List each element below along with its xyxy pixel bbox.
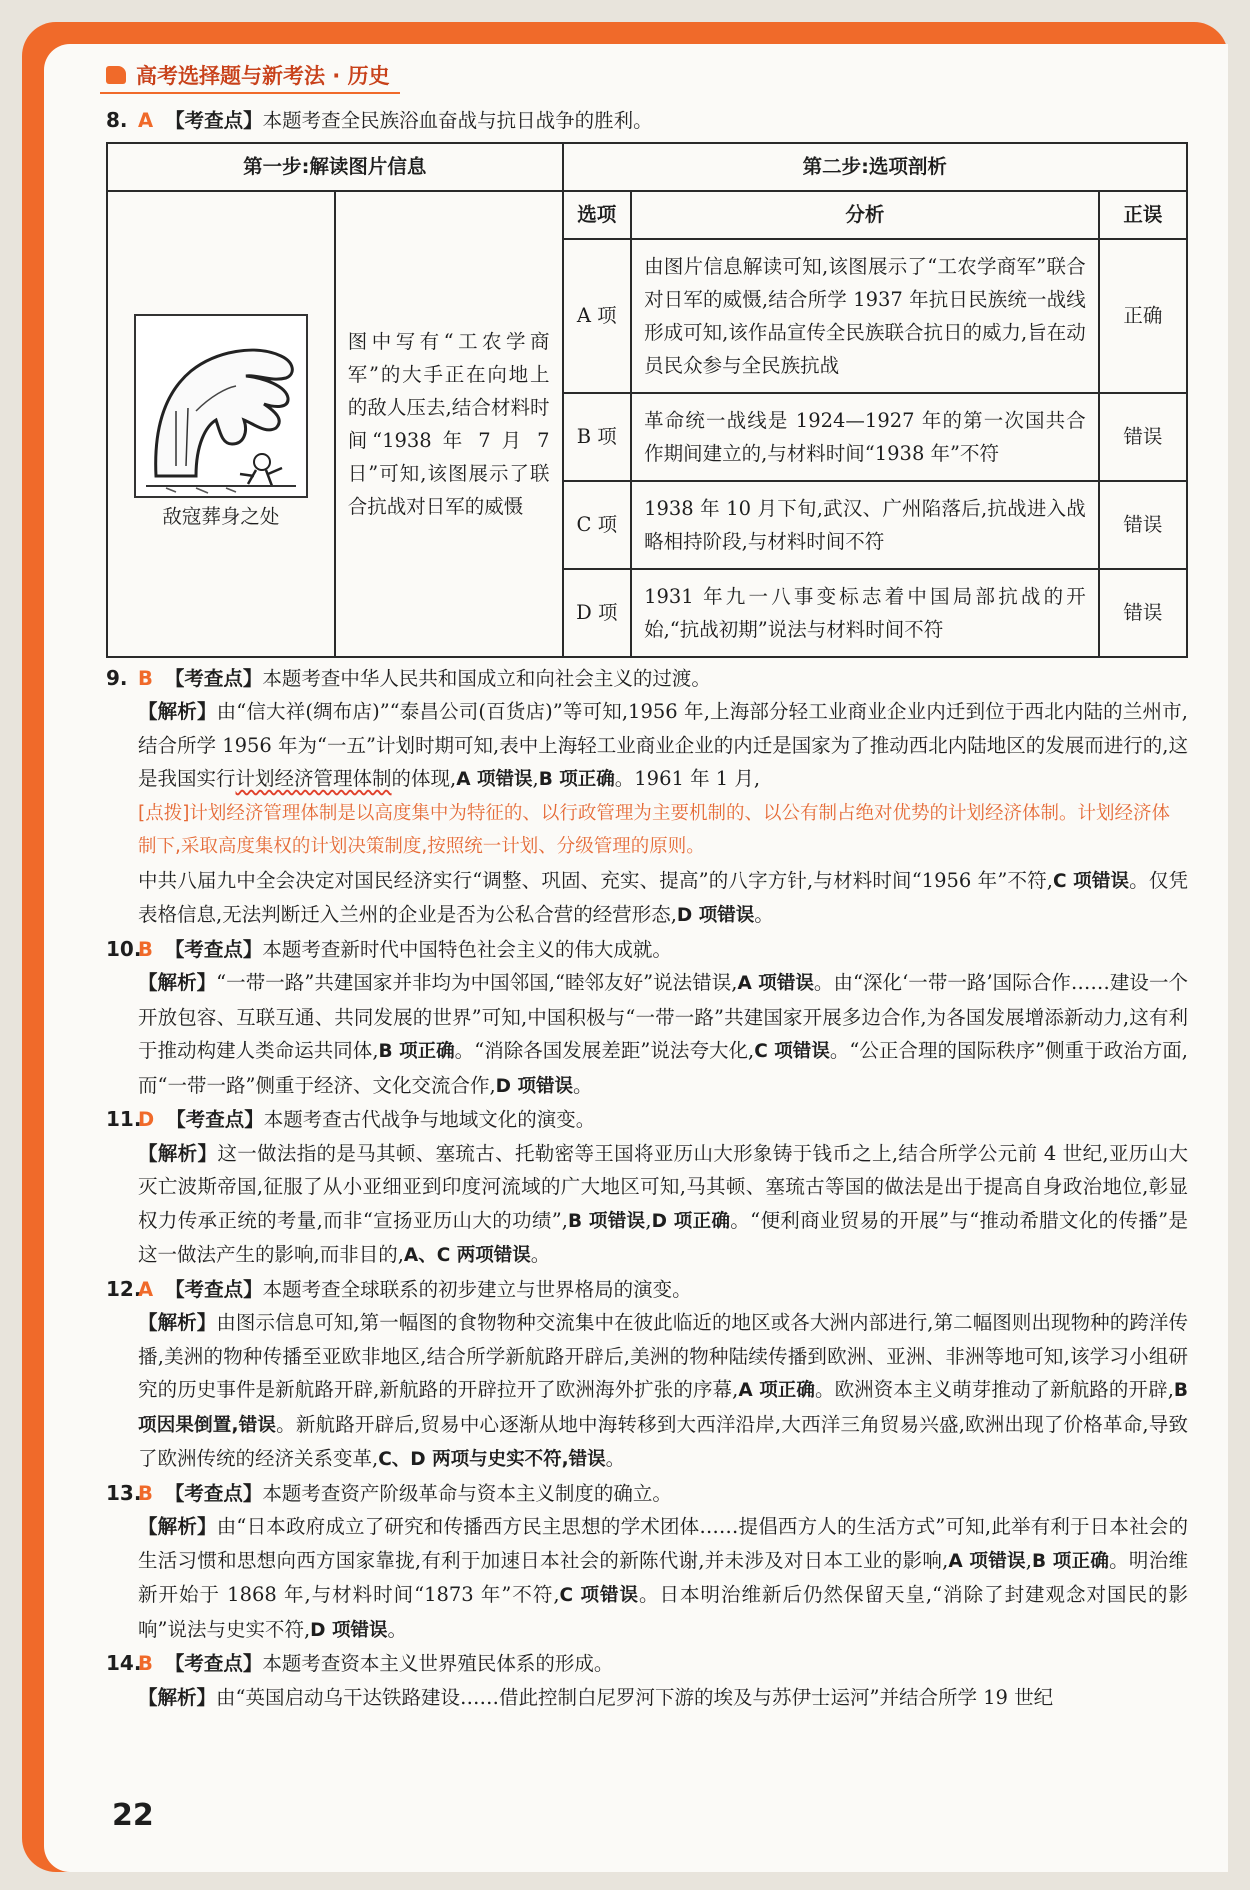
- q14-topic: 本题考查资本主义世界殖民体系的形成。: [262, 1652, 614, 1675]
- q10-verdict-d: D 项错误: [495, 1075, 573, 1097]
- q9-verdict-a: A 项错误: [456, 769, 533, 790]
- q12-verdict-b: B 项因果倒置,错误: [138, 1380, 1188, 1436]
- answer-content: [106, 104, 1188, 1714]
- q14-text-1: 由“英国启动乌干达铁路建设……借此控制白尼罗河下游的埃及与苏伊士运河”并结合所学 19 世纪: [216, 1685, 1054, 1709]
- q8-number: 8.: [106, 108, 128, 132]
- q10-verdict-c: C 项错误: [754, 1041, 830, 1062]
- q11-topic: 本题考查古代战争与地域文化的演变。: [263, 1108, 596, 1131]
- q8-topic: 本题考查全民族浴血奋战与抗日战争的胜利。: [262, 109, 653, 132]
- q13-heading: [106, 1477, 1188, 1511]
- q12-number: 12.: [106, 1276, 142, 1301]
- q12-topic: 本题考查全球联系的初步建立与世界格局的演变。: [262, 1277, 692, 1301]
- q11-comma: ,: [645, 1208, 652, 1232]
- q13-text-1: 由“日本政府成立了研究和传播西方民主思想的学术团体……提倡西方人的生活方式”可知,此举有利于日本社会的生活习惯和思想向西方国家靠拢,有利于加速日本社会的新陈代谢,并未涉及对日本工业的影响,: [138, 1515, 1188, 1572]
- q12-explanation: [138, 1306, 1188, 1477]
- page-number: 22: [112, 1798, 154, 1833]
- q12-text-2: 。欧洲资本主义萌芽推动了新航路的开辟,: [814, 1378, 1174, 1401]
- q12-heading: [106, 1273, 1188, 1307]
- q10-verdict-a: A 项错误: [737, 973, 814, 994]
- option-label: D 项: [563, 569, 632, 657]
- book-icon: [106, 66, 126, 84]
- q10-tag: 【考查点】: [164, 937, 263, 961]
- step1-header: 第一步:解读图片信息: [107, 143, 563, 191]
- q13-verdict-c: C 项错误: [559, 1585, 640, 1606]
- q9-explanation-cont: [138, 864, 1188, 933]
- col-analysis: 分析: [631, 191, 1099, 239]
- q9-verdict-d: D 项错误: [676, 905, 755, 926]
- q11-answer: D: [138, 1108, 155, 1131]
- q10-heading: [106, 933, 1188, 967]
- q13-verdict-b: B 项正确: [1031, 1550, 1110, 1572]
- q11-text-1: 这一做法指的是马其顿、塞琉古、托勒密等王国将亚历山大形象铸于钱币之上,结合所学公元前 4 世纪,亚历山大灭亡波斯帝国,征服了从小亚细亚到印度河流域的广大地区可知,马其顿、塞琉古等国的做法是出于提高自身政治地位,彰显权力传承正统的考量,而非“宣扬亚历山大的功绩”,: [138, 1141, 1188, 1232]
- q10-verdict-b: B 项正确: [378, 1041, 455, 1062]
- q10-answer: B: [138, 937, 153, 961]
- q9-answer: B: [138, 666, 153, 690]
- option-label: C 项: [563, 481, 632, 569]
- q10-text-4: 。“公正合理的国际秩序”侧重于政治方面,而“一带一路”侧重于经济、文化交流合作,: [138, 1039, 1188, 1097]
- q14-answer: B: [138, 1652, 153, 1675]
- q9-text-5: 。仅凭表格信息,无法判断迁入兰州的企业是否为公私合营的经营形态,: [138, 868, 1188, 926]
- col-option: 选项: [563, 191, 632, 239]
- q10-text-1: “一带一路”共建国家并非均为中国邻国,“睦邻友好”说法错误,: [216, 971, 738, 994]
- q13-number: 13.: [106, 1480, 142, 1505]
- q14-tag: 【考查点】: [164, 1652, 263, 1675]
- q11-heading: [106, 1103, 1188, 1137]
- q9-number: 9.: [106, 665, 128, 690]
- q9-explanation: [138, 695, 1188, 797]
- q13-answer: B: [138, 1481, 153, 1505]
- q9-tag: 【考查点】: [164, 666, 263, 690]
- q10-topic: 本题考查新时代中国特色社会主义的伟大成就。: [262, 937, 672, 961]
- option-analysis: 1938 年 10 月下旬,武汉、广州陷落后,抗战进入战略相持阶段,与材料时间不符: [631, 481, 1099, 569]
- q9-jx-tag: 【解析】: [138, 700, 217, 723]
- q9-text-1: 由“信大祥(绸布店)”“泰昌公司(百货店)”等可知,1956 年,上海部分轻工业商业企业内迁到位于西北内陆的兰州市,结合所学 1956 年为“一五”计划时期可知,表中上海轻工业商业企业的内迁是国家为了推动西北内陆地区的发展而进行的,这是我国实行: [138, 700, 1188, 790]
- q8-answer: A: [138, 109, 154, 132]
- cartoon-image: [134, 314, 308, 498]
- q8-heading: [106, 104, 1188, 138]
- option-analysis: 由图片信息解读可知,该图展示了“工农学商军”联合对日军的威慑,结合所学 1937 年抗日民族统一战线形成可知,该作品宣传全民族联合抗日的威力,旨在动员民众参与全民族抗战: [631, 239, 1099, 393]
- q9-comma: ,: [532, 767, 539, 790]
- q14-heading: [106, 1647, 1188, 1681]
- q9-verdict-b: B 项正确: [538, 769, 615, 790]
- q9-topic: 本题考查中华人民共和国成立和向社会主义的过渡。: [262, 666, 711, 690]
- q11-verdict-ac: A、C 两项错误: [403, 1245, 531, 1266]
- q14-number: 14.: [106, 1651, 142, 1675]
- q9-text-4: 中共八届九中全会决定对国民经济实行“调整、巩固、充实、提高”的八字方针,与材料时间“1956 年”不符,: [138, 868, 1053, 892]
- q13-text-4: 。: [387, 1617, 407, 1641]
- q11-text-3: 。: [530, 1243, 551, 1266]
- header-title: 高考选择题与新考法 · 历史: [136, 64, 390, 88]
- q10-number: 10.: [106, 936, 142, 961]
- option-label: A 项: [563, 239, 632, 393]
- q10-text-5: 。: [572, 1073, 593, 1097]
- header-rule: [100, 92, 400, 94]
- q10-text-2: 。由“深化‘一带一路’国际合作……建设一个开放包容、互联互通、共同发展的世界”可知,中国积极与“一带一路”共建国家开展多边合作,为各国发展增添新动力,这有利于推动构建人类命运共同体,: [138, 971, 1188, 1062]
- q9-text-3: 。1961 年 1 月,: [614, 767, 761, 790]
- q11-explanation: [138, 1137, 1188, 1273]
- q11-verdict-b: B 项错误: [567, 1210, 646, 1232]
- option-analysis: 1931 年九一八事变标志着中国局部抗战的开始,“抗战初期”说法与材料时间不符: [631, 569, 1099, 657]
- q8-tag: 【考查点】: [165, 109, 263, 132]
- q14-jx-tag: 【解析】: [138, 1685, 217, 1709]
- q12-text-3: 。新航路开辟后,贸易中心逐渐从地中海转移到大西洋沿岸,大西洋三角贸易兴盛,欧洲出现了价格革命,导致了欧洲传统的经济关系变革,: [138, 1412, 1188, 1470]
- q13-text-2: 。明治维新开始于 1868 年,与材料时间“1873 年”不符,: [138, 1548, 1188, 1606]
- option-result: 错误: [1099, 569, 1187, 657]
- q13-verdict-d: D 项错误: [310, 1619, 388, 1641]
- q10-explanation: [138, 966, 1188, 1103]
- option-label: B 项: [563, 393, 632, 481]
- q9-text-2: 的体现,: [391, 767, 457, 790]
- q13-topic: 本题考查资产阶级革命与资本主义制度的确立。: [262, 1481, 672, 1505]
- q9-heading: [106, 662, 1188, 696]
- option-analysis: 革命统一战线是 1924—1927 年的第一次国共合作期间建立的,与材料时间“1938 年”不符: [631, 393, 1099, 481]
- q13-verdict-a: A 项错误: [948, 1550, 1026, 1572]
- q9-key-term: 计划经济管理体制: [235, 767, 392, 790]
- q11-text-2: 。“便利商业贸易的开展”与“推动希腊文化的传播”是这一做法产生的影响,而非目的,: [138, 1208, 1188, 1266]
- image-reading: 图中写有“工农学商军”的大手正在向地上的敌人压去,结合材料时间“1938 年 7 月 7 日”可知,该图展示了联合抗战对日军的威慑: [335, 191, 563, 657]
- q11-tag: 【考查点】: [166, 1108, 264, 1131]
- q13-explanation: [138, 1510, 1188, 1647]
- q12-text-4: 。: [605, 1447, 626, 1470]
- running-header: [106, 60, 390, 90]
- cartoon-caption: 敌寇葬身之处: [162, 505, 280, 528]
- q9-tip: [点拨]计划经济管理体制是以高度集中为特征的、以行政管理为主要机制的、以公有制占绝对优势的计划经济体制。计划经济体制下,采取高度集权的计划决策制度,按照统一计划、分级管理的原则。: [138, 802, 1170, 857]
- q14-explanation: [138, 1681, 1188, 1715]
- q11-number: 11.: [106, 1107, 142, 1131]
- q12-answer: A: [138, 1277, 154, 1301]
- q10-jx-tag: 【解析】: [138, 971, 217, 994]
- q13-text-3: 。日本明治维新后仍然保留天皇,“消除了封建观念对国民的影响”说法与史实不符,: [138, 1583, 1189, 1641]
- q11-jx-tag: 【解析】: [138, 1141, 218, 1165]
- q13-comma: ,: [1025, 1548, 1032, 1572]
- q9-text-6: 。: [754, 903, 774, 926]
- q13-jx-tag: 【解析】: [138, 1515, 217, 1538]
- q13-tag: 【考查点】: [164, 1481, 263, 1505]
- q11-verdict-d: D 项正确: [651, 1210, 731, 1232]
- q9-verdict-c: C 项错误: [1052, 870, 1130, 892]
- option-result: 错误: [1099, 481, 1187, 569]
- q12-jx-tag: 【解析】: [138, 1311, 217, 1334]
- q12-verdict-cd: C、D 两项与史实不符,错误: [378, 1449, 606, 1470]
- option-result: 错误: [1099, 393, 1187, 481]
- q12-text-1: 由图示信息可知,第一幅图的食物物种交流集中在彼此临近的地区或各大洲内部进行,第二幅图则出现物种的跨洋传播,美洲的物种传播至亚欧非地区,结合所学新航路开辟后,美洲的物种陆续传播到欧洲、亚洲、非洲等地可知,该学习小组研究的历史事件是新航路开辟,新航路的开辟拉开了欧洲海外扩张的序幕,: [138, 1311, 1188, 1401]
- step2-header: 第二步:选项剖析: [563, 143, 1188, 191]
- q10-text-3: 。“消除各国发展差距”说法夸大化,: [454, 1039, 755, 1062]
- cartoon-cell: [107, 191, 335, 657]
- option-result: 正确: [1099, 239, 1187, 393]
- q12-tag: 【考查点】: [165, 1277, 263, 1301]
- col-result: 正误: [1099, 191, 1187, 239]
- q8-analysis-table: [106, 142, 1188, 658]
- q12-verdict-a: A 项正确: [738, 1380, 815, 1401]
